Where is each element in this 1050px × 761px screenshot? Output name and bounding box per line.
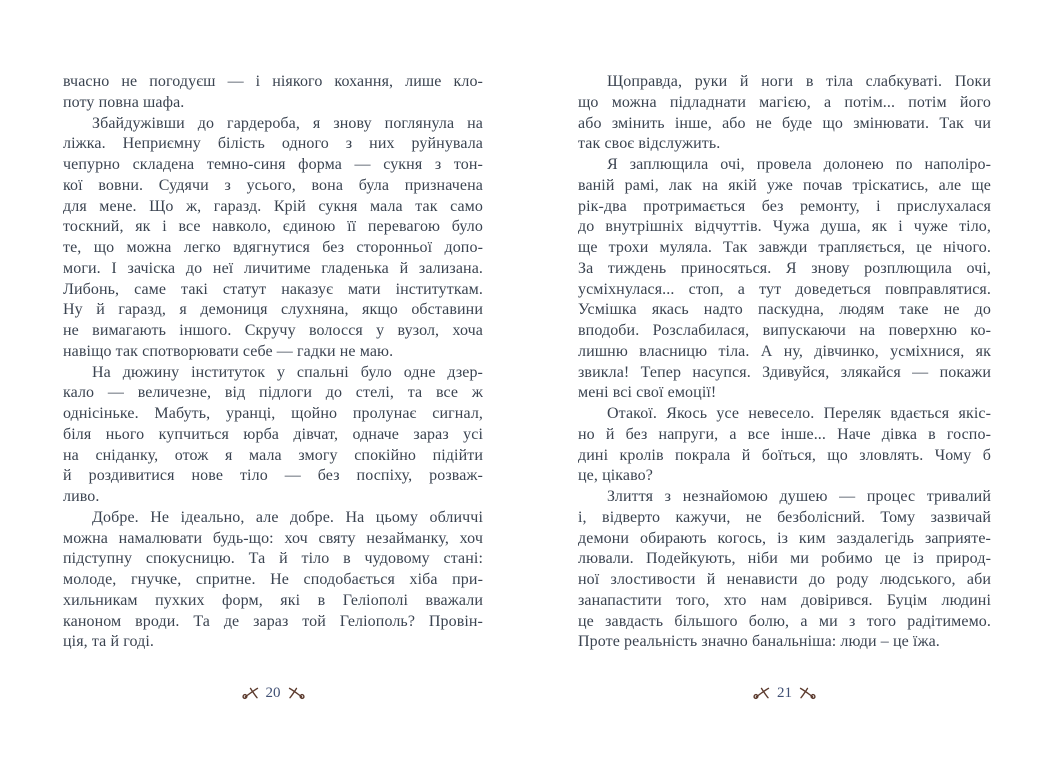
text-line: кало — величезне, від підлоги до стелі, та все ж (63, 384, 483, 402)
text-line: моги. І зачіска до неї личитиме гладенька й зализана. (63, 259, 483, 277)
fleuron-right-icon (799, 687, 816, 700)
text-line: для мене. Що ж, гаразд. Крій сукня мала так само (63, 197, 483, 215)
text-line: каноном вроди. Та де зараз той Геліополь? Провін- (63, 612, 483, 630)
text-line: ваній рамі, лак на якій уже почав тріскатись, але ще (578, 176, 991, 194)
text-line: Отакої. Якось усе невесело. Переляк вдається якіс- (607, 405, 991, 422)
page-left-footer (63, 684, 483, 702)
text-line: Злиття з незнайомою душею — процес тривалий (607, 488, 991, 505)
paragraph (63, 363, 483, 508)
text-line: кої вовни. Судячи з усього, вона була призначена (63, 176, 483, 194)
paragraph (63, 508, 483, 653)
text-line: Я заплющила очі, провела долонею по наполіро- (607, 156, 991, 173)
text-line: до внутрішніх відчуттів. Чужа душа, як і чуже тіло, (578, 218, 991, 236)
text-line: демони обирають когось, із ким заздалегідь заприяте- (578, 529, 991, 547)
text-line: ліжка. Неприємну білість одного з них руйнувала (63, 135, 483, 153)
text-line: й роздивитися нове тіло — без поспіху, розваж- (63, 467, 483, 485)
text-line: поту повна шафа. (63, 93, 185, 111)
paragraph (578, 404, 991, 487)
text-line: не вимагають іншого. Скручу волосся у вузол, хоча (63, 322, 483, 339)
paragraph (63, 114, 483, 363)
fleuron-left-icon (242, 687, 259, 700)
text-line: підступну спокусницю. Та й тіло в чудовому стані: (63, 550, 483, 568)
text-line: навіщо так спотворювати себе — гадки не маю. (63, 342, 394, 360)
text-line: Ну й гаразд, я демониця слухняна, якщо обставини (63, 301, 483, 319)
text-line: це, цікаво? (578, 467, 653, 485)
text-line: Усмішка якась надто паскудна, людям таке не до (578, 301, 991, 319)
book-page-left (63, 0, 483, 761)
page-right-text (578, 72, 991, 653)
text-line: те, що можна легко вдягнутися без сторонньої допо- (63, 239, 483, 256)
text-line: молоде, гнучке, спритне. Не сподобається хіба при- (63, 571, 483, 588)
text-line: Щоправда, руки й ноги в тіла слабкуваті. Поки (607, 73, 991, 90)
text-line: вчасно не погодуєш — і ніякого кохання, лише кло- (63, 73, 483, 90)
text-line: лишню власницю тіла. А ну, дівчинко, усміхнися, як (578, 342, 991, 360)
text-line: но й без напруги, а все інше... Наче дівка в госпо- (578, 425, 991, 443)
text-line: мені всі свої емоції! (578, 384, 717, 402)
book-page-right (578, 0, 991, 761)
text-line: однісіньке. Мабуть, уранці, щойно пролунає сигнал, (63, 405, 483, 422)
paragraph (578, 155, 991, 404)
fleuron-left-icon (753, 687, 770, 700)
text-line: Либонь, саме такі статут наказує мати інституткам. (63, 280, 483, 298)
text-line: ливо. (63, 488, 100, 505)
text-line: На дюжину інституток у спальні було одне дзер- (92, 363, 483, 381)
paragraph (578, 72, 991, 155)
page-number-right: 21 (777, 685, 792, 701)
text-line: це завдасть більшого болю, а ми з того радітимемо. (578, 612, 991, 630)
text-line: ще трохи муляла. Так завжди трапляється, це нічого. (578, 239, 991, 256)
text-line: і, відверто кажучи, не безболісний. Тому зазвичай (578, 508, 991, 526)
text-line: хильникам пухких форм, які в Геліополі вважали (63, 591, 483, 609)
text-line: дині кролів покрала й боїться, що зловлять. Чому б (578, 446, 991, 464)
text-line: Збайдужівши до гардероба, я знову поглянула на (92, 114, 483, 132)
page-left-text (63, 72, 483, 653)
text-line: Проте реальність значно банальніша: люди – це їжа. (578, 633, 940, 651)
text-line: або змінить інше, або не буде що змінювати. Так чи (578, 114, 991, 132)
text-line: можна намалювати будь-що: хоч святу незайманку, хоч (63, 529, 483, 547)
text-line: Добре. Не ідеально, але добре. На цьому обличчі (92, 508, 483, 526)
text-line: тоскний, як і все навколо, єдиною її перевагою було (63, 218, 483, 236)
text-line: на сніданку, отож я мала змогу спокійно підійти (63, 446, 483, 464)
text-line: ної злостивости й ненависти до роду людського, аби (578, 571, 991, 588)
text-line: що можна підладнати магією, а потім... потім його (578, 93, 991, 111)
text-line: ція, та й годі. (63, 633, 155, 651)
text-line: рік-два протримається без ремонту, і прислухалася (578, 197, 991, 215)
paragraph (63, 72, 483, 114)
page-right-footer (578, 684, 991, 702)
text-line: біля нього купчиться юрба дівчат, одначе зараз усі (63, 425, 483, 443)
text-line: чепурно складена темно-синя форма — сукня з тон- (63, 156, 483, 173)
text-line: За тиждень приносяться. Я знову розплющила очі, (578, 259, 991, 277)
paragraph (578, 487, 991, 653)
fleuron-right-icon (288, 687, 305, 700)
text-line: усміхнулася... стоп, а тут доведеться повправлятися. (578, 280, 991, 298)
page-number-left: 20 (265, 685, 281, 701)
text-line: лювали. Подейкують, ніби ми робимо це із природ- (578, 550, 991, 568)
text-line: так своє відслужить. (578, 135, 721, 153)
text-line: звикла! Тепер насупся. Здивуйся, злякайся — покажи (578, 363, 991, 381)
text-line: вподоби. Розслабилася, випускаючи на поверхню ко- (578, 322, 991, 339)
text-line: занапастити того, хто нам довірився. Буцім людині (578, 591, 991, 609)
